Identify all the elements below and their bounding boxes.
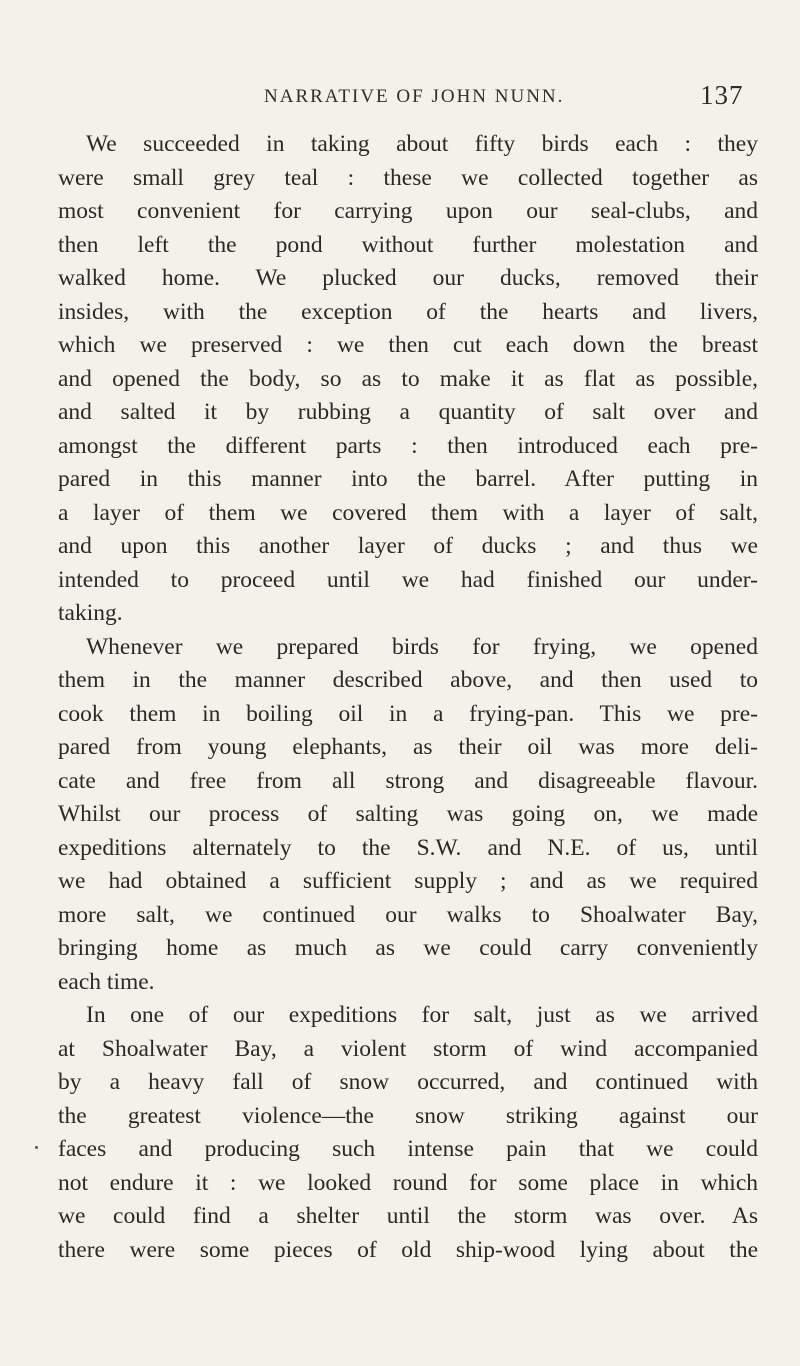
- text-line: and salted it by rubbing a quantity of salt over and: [58, 399, 758, 425]
- text-line: then left the pond without further molestation and: [58, 231, 758, 258]
- text-line: cook them in boiling oil in a frying-pan. This we pre-: [58, 700, 758, 727]
- text-line: there were some pieces of old ship-wood lying about the: [58, 1236, 758, 1263]
- text-line: them in the manner described above, and then used to: [58, 667, 758, 693]
- text-line: faces and producing such intense pain that we could: [58, 1136, 758, 1162]
- text-line: most convenient for carrying upon our seal-clubs, and: [58, 198, 758, 224]
- page-number: 137: [700, 80, 744, 110]
- text-line: In one of our expeditions for salt, just as we arrived: [86, 1002, 758, 1028]
- text-line: walked home. We plucked our ducks, removed their: [58, 265, 758, 291]
- running-head: [0, 80, 800, 120]
- text-line: Whenever we prepared birds for frying, we opened: [86, 633, 758, 660]
- text-line: the greatest violence—the snow striking against our: [58, 1102, 758, 1129]
- text-line: taking.: [58, 600, 123, 626]
- text-line: by a heavy fall of snow occurred, and continued with: [58, 1069, 758, 1095]
- text-line: bringing home as much as we could carry conveniently: [58, 935, 758, 961]
- text-line: and upon this another layer of ducks ; and thus we: [58, 533, 758, 559]
- text-line: which we preserved : we then cut each down the breast: [58, 332, 758, 358]
- margin-speck: [35, 1146, 38, 1149]
- running-title: NARRATIVE OF JOHN NUNN.: [264, 86, 565, 107]
- text-line: we could find a shelter until the storm was over. As: [58, 1203, 758, 1229]
- text-line: intended to proceed until we had finished our under-: [58, 566, 758, 593]
- text-line: each time.: [58, 968, 155, 995]
- text-line: Whilst our process of salting was going on, we made: [58, 801, 758, 827]
- text-line: were small grey teal : these we collected together as: [58, 164, 758, 191]
- text-line: more salt, we continued our walks to Shoalwater Bay,: [58, 901, 758, 928]
- text-line: not endure it : we looked round for some place in which: [58, 1169, 758, 1196]
- text-line: a layer of them we covered them with a layer of salt,: [58, 499, 758, 526]
- text-line: pared from young elephants, as their oil was more deli-: [58, 734, 758, 760]
- text-line: expeditions alternately to the S.W. and N.E. of us, until: [58, 834, 758, 861]
- text-line: insides, with the exception of the hearts and livers,: [58, 298, 758, 325]
- text-line: pared in this manner into the barrel. After putting in: [58, 466, 758, 492]
- body-text: [58, 128, 758, 1267]
- text-line: we had obtained a sufficient supply ; and as we required: [58, 868, 758, 894]
- text-line: and opened the body, so as to make it as flat as possible,: [58, 365, 758, 392]
- text-line: We succeeded in taking about fifty birds each : they: [86, 131, 758, 157]
- text-line: amongst the different parts : then introduced each pre-: [58, 432, 758, 459]
- text-line: cate and free from all strong and disagreeable flavour.: [58, 767, 758, 794]
- text-line: at Shoalwater Bay, a violent storm of wind accompanied: [58, 1035, 758, 1062]
